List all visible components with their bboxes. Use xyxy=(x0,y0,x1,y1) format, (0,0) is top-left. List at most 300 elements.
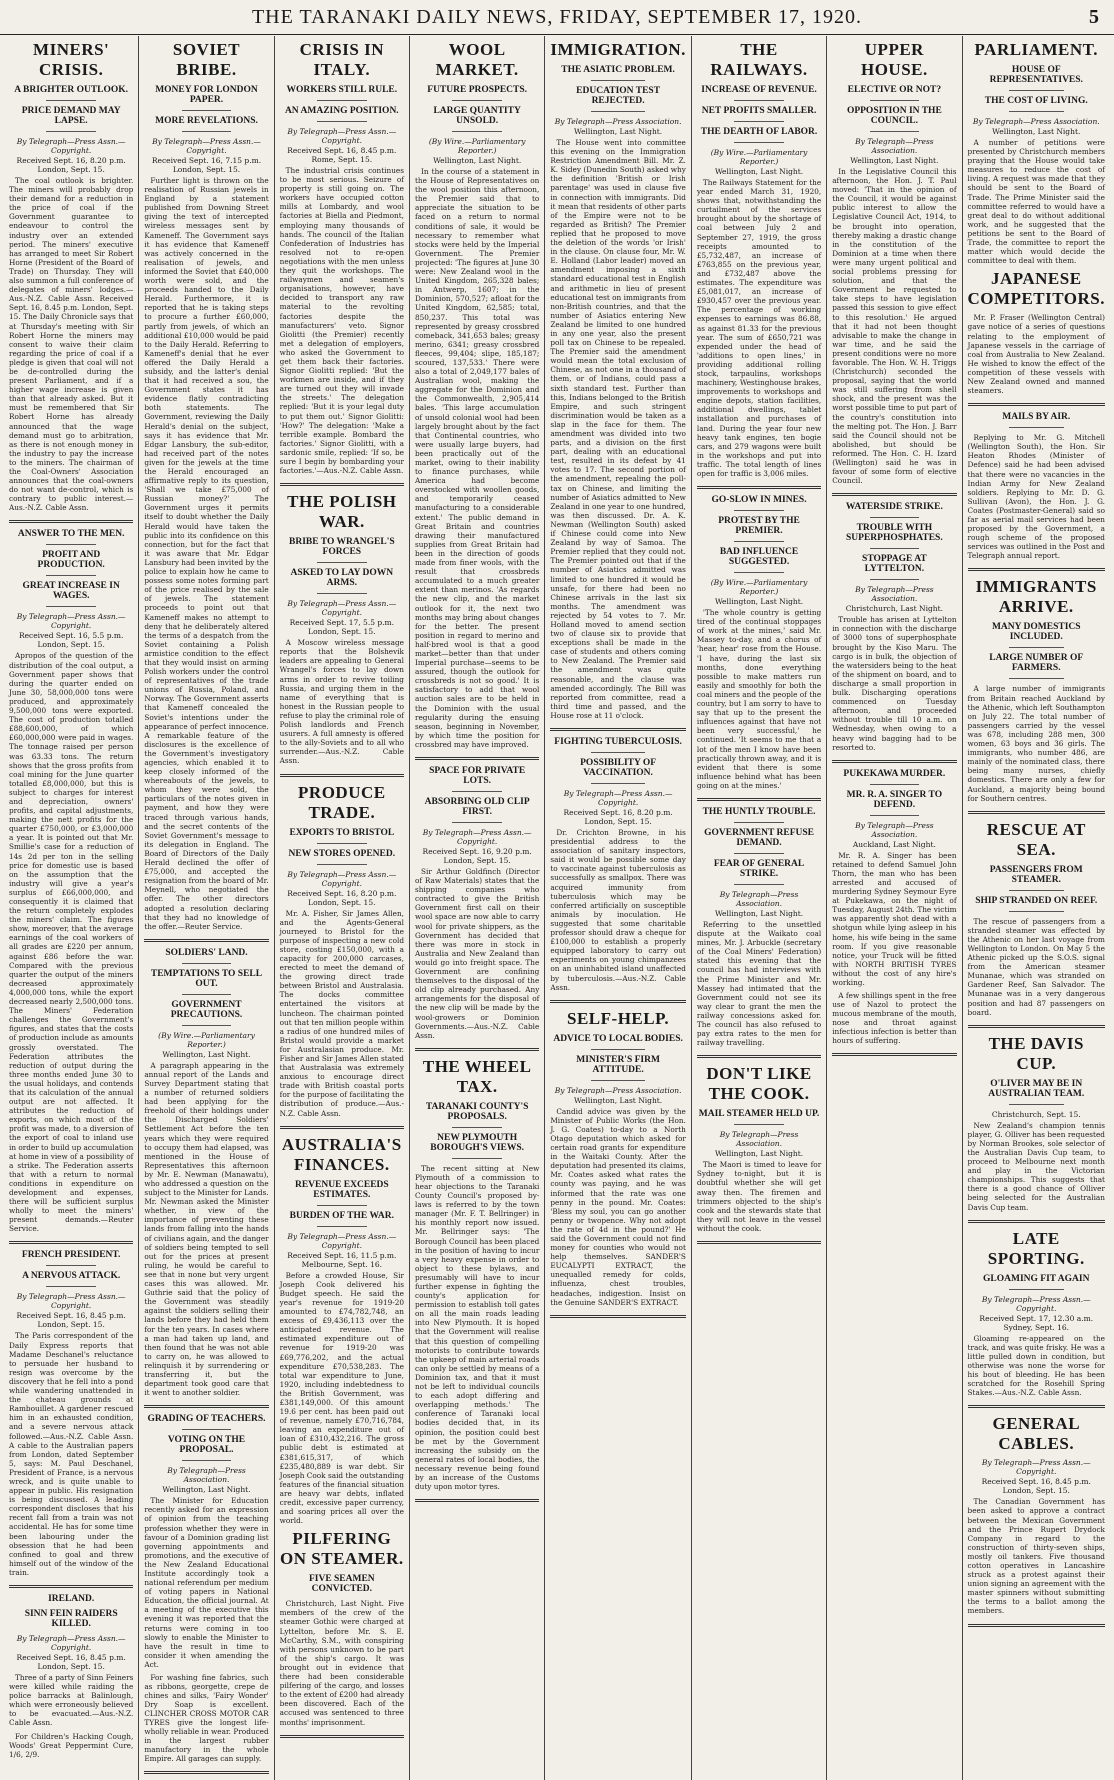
article-dateline: Received Sept. 16, 8.45 p.m. London, Sept. 15. xyxy=(16,1653,126,1671)
article xyxy=(832,40,956,485)
rule-divider xyxy=(46,544,96,545)
article-subheading: MONEY FOR LONDON PAPER. xyxy=(155,85,258,105)
article-body: The House went into committee this evening on the Immigration Restriction Amendment Bill. Mr. Z. K. Sidey (Dunedin South) asked why the definition 'British or Irish parentage' was used in clause five in connection with immigrants. Did it mean that residents of other parts of the Empire were not to be regarded as British? The Premier replied that he proposed to move the deletion of the words 'or Irish' in the clause. On clause four, Mr. W. E. Holland (Labor leader) moved an amendment imposing a sixth standard educational test in English and arithmetic in lieu of present educational test on immigrants from non-British countries, and that the number of Asiatics entering New Zealand be limited to one hundred in any one year, also the present poll tax on Chinese to be repealed. The Premier said the amendment would mean the total exclusion of Chinese, as not one in a thousand of them, or of Indians, could pass a sixth standard test. Further than this, Indians belonged to the British Empire, and such stringent discrimination would be taken as a slap in the face for them. The amendment was divided into two parts, and a division on the first part, dealing with an educational test, resulted in its defeat by 41 votes to 17. The second portion of the amendment, repealing the poll-tax on Chinese, and limiting the number of Asiatics admitted to New Zealand in one year to one hundred, was then discussed. Dr. A. K. Newman (Wellington South) asked if Chinese could come into New Zealand by way of Samoa. The Premier replied that they could not. The Premier pointed out that if the number of Asiatics admitted was limited to one hundred it would be unsafe, for there had been no Chinese arrivals in the last six months. The amendment was rejected by 54 votes to 7. Mr. Holland moved to amend section two of clause six to provide that exceptions shall be made in the case of students and others coming to New Zealand. The Premier said the amendment was quite reasonable, and the clause was amended accordingly. The Bill was reported from committee, read a third time and passed, and the House rose at 11 o'clock. xyxy=(550,138,686,720)
article xyxy=(415,1057,539,1491)
article-dateline: Wellington, Last Night. xyxy=(162,1049,251,1059)
article-subheading: FRENCH PRESIDENT. xyxy=(21,1250,121,1261)
article-byline: By Telegraph—Press Assn.—Copyright. xyxy=(287,869,397,888)
article xyxy=(415,40,539,749)
article-subheading: FIVE SEAMEN CONVICTED. xyxy=(308,1574,375,1595)
section-divider xyxy=(968,568,1105,571)
article-headline: WOOL MARKET. xyxy=(435,40,519,79)
section-divider xyxy=(280,1735,404,1738)
article-dateline: Wellington, Last Night. xyxy=(714,908,804,918)
article xyxy=(832,769,956,1045)
article-subheading: EDUCATION TEST REJECTED. xyxy=(576,86,661,106)
article-byline: By Telegraph—Press Association. xyxy=(167,1466,246,1485)
article-subheading: TARANAKI COUNTY'S PROPOSALS. xyxy=(425,1101,529,1122)
article-headline: JAPANESE COMPETITORS. xyxy=(967,269,1105,309)
article-body: Christchurch, Last Night. Five members of the crew of the steamer Gothic were charged at Lyttelton, before Mr. S. E. McCarthy, S.M., with conspiring with persons unknown to be part of the ship's cargo. It was brought out in evidence that there had been considerable pilfering of the cargo, and losses to the extent of £200 had already been discovered. Each of the accused was sentenced to three months' imprisonment. xyxy=(279,1599,404,1727)
article xyxy=(968,40,1105,395)
article-dateline: Wellington, Last Night. xyxy=(992,127,1081,136)
article-dateline: Received Sept. 16, 5.5 p.m. London, Sept. 15. xyxy=(18,631,124,650)
article-headline: RESCUE AT SEA. xyxy=(986,819,1086,859)
article-subheading: MR. R. A. SINGER TO DEFEND. xyxy=(846,789,943,810)
section-divider xyxy=(9,1241,133,1244)
rule-divider xyxy=(46,1286,96,1287)
rule-divider xyxy=(452,822,502,823)
article-subheading: SOLDIERS' LAND. xyxy=(165,947,248,958)
article-body: 'The whole country is getting tired of the continual stoppages of work at the mines,' said Mr. Massey to-day, and a chorus of 'hear, hear' rose from the House. 'I have, during the last six months, done everything possible to make matters run easily and smoothly for both the coal miners and the people of the country, but I am sorry to have to say that up to the present the influences against that have not been very successful,' he continued. 'It seems to me that a lot of the men I know have been practically thrown away, and it is evident that there is some influence behind what has been going on at the mines.' xyxy=(696,608,822,790)
article-headline: THE WHEEL TAX. xyxy=(422,1056,532,1096)
article-body: A Moscow wireless message reports that the Bolshevik leaders are appealing to General Wrangel's forces to lay down arms in order to revive toiling Russia, and urging them in the name of everything that is honest in the Russian people to refuse to play the criminal role of Polish landlords and French usurers. A full amnesty is offered to the ally-Soviets and to all who surrender.—Aus.-N.Z. Cable Assn. xyxy=(279,638,404,766)
article-dateline: Wellington, Last Night. xyxy=(574,127,663,136)
article-byline: By Telegraph—Press Association. xyxy=(855,137,934,155)
rule-divider xyxy=(870,815,920,816)
rule-divider xyxy=(870,517,920,518)
article-byline: (By Wire.—Parliamentary Reporter.) xyxy=(158,1030,255,1049)
rule-divider xyxy=(591,1049,645,1050)
rule-divider xyxy=(734,142,784,143)
article-body: The recent sitting at New Plymouth of a commission to hear objections to the Taranaki County Council's proposed by-laws is referred to by the town manager (Mr. F. T. Bellringer) in his monthly report now issued. Mr. Bellringer says: 'The Borough Council has been placed in the position of having to incur a very heavy expense in order to object to these bylaws, and presumably will have to incur further expense in fighting the county's application for permission to establish toll gates on all the main roads leading into New Plymouth. It is hoped that the Government will realise that this question of compelling motorists to contribute towards the upkeep of main arterial roads can only be settled by means of a Dominion tax, and that it must not be left to individual councils to each adopt differing and overlapping methods.' The conference of Taranaki local bodies decided that, in its opinion, the position could best be met by the Government increasing the subsidy on the general rates of local bodies, the necessary revenue being found by an increase of the Customs duty upon motor tyres. xyxy=(414,1163,540,1492)
section-divider xyxy=(280,483,404,486)
section-divider xyxy=(550,1000,686,1003)
section-divider xyxy=(9,1585,133,1588)
article-dateline: Received Sept. 16, 8.45 p.m. Rome, Sept. 15. xyxy=(287,146,397,164)
rule-divider xyxy=(317,562,367,563)
article-byline: By Telegraph—Press Association. xyxy=(554,117,682,126)
article-headline: PARLIAMENT. xyxy=(974,40,1098,59)
article xyxy=(9,1594,133,1759)
article-headline: GENERAL CABLES. xyxy=(992,1414,1081,1454)
article-byline: (By Wire.—Parliamentary Reporter.) xyxy=(710,148,808,166)
section-divider xyxy=(415,1499,539,1502)
article-dateline: Received Sept. 16, 8.45 p.m. London, Sept. 15. xyxy=(16,1311,126,1330)
article xyxy=(697,807,821,1047)
article-body: Replying to Mr. G. Mitchell (Wellington South), the Hon. Sir Heaton Rhodes (Minister of Defence) said he had been advised that there were no vacancies in the Indian Army for New Zealand soldiers. Replying to Mr. D. G. Sullivan (Avon), the Hon. J. G. Coates (Postmaster-General) said so far as aerial mail services had been proposed by the Government, a rough scheme of the proposed services was outlined in the Post and Telegraph annual report. xyxy=(967,433,1105,561)
rule-divider xyxy=(452,1127,502,1128)
article-subheading: PUKEKAWA MURDER. xyxy=(843,768,946,779)
article-headline: PRODUCE TRADE. xyxy=(298,782,386,822)
article-byline: By Telegraph—Press Assn.—Copyright. xyxy=(16,1292,126,1311)
section-divider xyxy=(968,1405,1105,1408)
article xyxy=(415,766,539,1040)
article-dateline: Wellington, Last Night. xyxy=(714,167,804,176)
article-body: Three of a party of Sinn Feiners were killed while raiding the police barracks at Balinlough, which were erroneously believed to be evacuated.—Aus.-N.Z. Cable Assn. xyxy=(9,1673,134,1728)
article xyxy=(144,948,268,1397)
section-divider xyxy=(697,1055,821,1058)
article xyxy=(280,40,404,475)
article-body: The Paris correspondent of the Daily Express reports that Madame Deschanel's reluctance to persuade her husband to resign was overcome by the discovery that he fell into a pond while wandering unattended in the chateau grounds at Rambouillet. A gardener rescued him in an exhausted condition, and a severe nervous attack followed.—Aus.-N.Z. Cable Assn. A cable to the Australian papers from London, dated September 5, says: M. Paul Deschanel, President of France, is a nervous wreck, and is quite unable to appear in public. His resignation is being discussed. A leading correspondent discloses that his recent fall from a train was not accidental. He has for some time been labouring under the obsession that he had been confined to goal and threw himself out of the window of the train. xyxy=(9,1331,134,1577)
advertisement: For washing fine fabrics, such as ribbons, georgette, crepe de chines and silks, 'Fairy Wonder' Dry Soap is excellent. CLINCHER CROSS MOTOR CAR TYRES give the longest life-wholly reliable in wear. Produced in the largest rubber manufactory in the whole Empire. All garages can supply. xyxy=(144,1673,269,1764)
rule-divider xyxy=(591,783,645,784)
article-body: A large number of immigrants from Britain reached Auckland by the Athenic, which left Southampton on July 22. The total number of passengers carried by the vessel was 678, including 288 men, 300 women, 63 boys and 36 girls. The immigrants, who number 486, are mainly of the nominated class, there being many nurses, chiefly domestics. There are only a few for Auckland, a majority being bound for Southern centres. xyxy=(967,684,1105,803)
rule-divider xyxy=(452,1158,502,1159)
advertisement: For Children's Hacking Cough, Woods' Great Peppermint Cure, 1/6, 2/9. xyxy=(9,1731,134,1759)
article xyxy=(832,502,956,751)
article xyxy=(968,412,1105,560)
rule-divider xyxy=(1009,90,1064,91)
article-dateline: Christchurch, Last Night. xyxy=(845,604,944,614)
section-divider xyxy=(415,1048,539,1051)
article-body: Trouble has arisen at Lyttelton in connection with the discharge of 3000 tons of superphosphate brought by the Kiso Maru. The cargo is in bulk, the objection of the watersiders being to the heat of the shipment on board, and to discharge a small proportion in bulk. Discharging operations commenced on Tuesday afternoon, and proceeded without trouble till 10 a.m. on Wednesday, when owing to a heavy wind bagging had to be resorted to. xyxy=(832,615,957,752)
article-headline: DON'T LIKE THE COOK. xyxy=(706,1064,812,1104)
article-subheading: REVENUE EXCEEDS ESTIMATES. xyxy=(294,1179,389,1200)
section-divider xyxy=(144,939,268,942)
article-subheading: MINISTER'S FIRM ATTITUDE. xyxy=(576,1054,660,1075)
article-byline: By Telegraph—Press Assn.—Copyright. xyxy=(16,612,126,631)
column-2 xyxy=(139,36,274,1780)
article-byline: By Telegraph—Press Assn.—Copyright. xyxy=(16,137,126,155)
article xyxy=(9,1250,133,1577)
article-headline: SOVIET BRIBE. xyxy=(172,40,241,79)
article-body: Dr. Crichton Browne, in his presidential address to the association of sanitary inspectors, said it would be possible some day to vaccinate against tuberculosis as successfully as smallpox. There was acquired immunity from tuberculosis which may be conferred artificially on susceptible animals by inoculation. He suggested that some charitable professor should draw a cheque for £100,000 to establish a properly equipped laboratory to carry out experiments on young chimpanzees on an uninhabited island unaffected by tuberculosis.—Aus.-N.Z. Cable Assn. xyxy=(550,828,686,992)
article-subheading: TEMPTATIONS TO SELL OUT. xyxy=(150,968,263,989)
article-subheading: BAD INFLUENCE SUGGESTED. xyxy=(719,547,799,568)
article-dateline: Wellington, Last Night. xyxy=(162,1485,251,1495)
rule-divider xyxy=(870,579,920,580)
section-divider xyxy=(280,774,404,777)
rule-divider xyxy=(1009,911,1064,912)
article-subheading: WORKERS STILL RULE. xyxy=(286,85,398,95)
article xyxy=(968,1414,1105,1615)
article-body: A paragraph appearing in the annual report of the Lands and Survey Department stating that a number of returned soldiers had been applying for the freehold of their holdings under the Discharged Soldiers' Settlement Act before the ten years which they were required to occupy them had elapsed, was mentioned in the House of Representatives this afternoon by Mr. E. Newman (Manawatu), who addressed a question on the subject to the Minister for Lands. Mr. Newman asked the Minister whether, in view of the importance of preventing these lands from falling into the hands of civilians again, and the danger of soldiers being tempted to sell out for the prices at present ruling, he would be careful to see that in none but very urgent cases this was allowed. Mr. Guthrie said that the policy of the Government was steadily against the soldiers selling their lands before they had held them for the ten years. In cases where a man had taken up land, and then found that he was not able to carry on, he was allowed to relinquish it by surrendering or transferring it, but the department took good care that it went to another soldier. xyxy=(144,1060,269,1398)
rule-divider xyxy=(452,100,502,101)
section-divider xyxy=(280,1126,404,1129)
article-headline: PILFERING ON STEAMER. xyxy=(280,1529,404,1569)
article-subheading: THE ASIATIC PROBLEM. xyxy=(561,65,675,75)
section-divider xyxy=(832,493,956,496)
article-body: Mr. A. Fisher, Sir James Allen, and the Agents-General journeyed to Bristol for the purpose of inspecting a new cold store, costing £150,000, with a capacity for 200,000 carcases, erected to meet the demand of the growing direct trade between Bristol and Australasia. The docks committee entertained the visitors at luncheon. The chairman pointed out that ten million people within a radius of one hundred miles of Bristol would provide a market for Australasian produce. Mr. Fisher and Sir James Allen stated that Australasia was extremely anxious to encourage direct trade with British coastal ports for the purpose of facilitating the distribution of produce.—Aus.-N.Z. Cable Assn. xyxy=(279,908,404,1118)
section-divider xyxy=(968,1624,1105,1627)
article xyxy=(550,40,686,720)
section-divider xyxy=(550,1315,686,1318)
rule-divider xyxy=(182,963,232,964)
rule-divider xyxy=(591,1080,645,1081)
article xyxy=(697,495,821,790)
rule-divider xyxy=(870,131,920,132)
article-subheading: GREAT INCREASE IN WAGES. xyxy=(22,581,120,602)
article-subheading: A BRIGHTER OUTLOOK. xyxy=(14,85,129,95)
rule-divider xyxy=(182,1460,232,1461)
column-8 xyxy=(963,36,1110,1780)
rule-divider xyxy=(46,131,96,132)
rule-divider xyxy=(734,541,784,542)
columns-container xyxy=(4,36,1110,1764)
article-dateline: Received Sept. 16, 11.5 p.m. Melbourne, Sept. 16. xyxy=(287,1250,397,1269)
article-body: Mr. R. A. Singer has been retained to defend Samuel John Thorn, the man who has been arrested and accused of murdering Sydney Seymour Eyre at Pukekawa, on the night of Tuesday, August 24th. The victim was apparently shot dead with a shotgun while lying asleep in his home, his wife being in the same room. If you give reasonable notice, your Truck will be fitted with NORTH BRITISH TYRES without the cost of any hire's working. xyxy=(832,850,957,987)
section-divider xyxy=(968,403,1105,406)
column-7 xyxy=(827,36,962,1780)
article-headline: UPPER HOUSE. xyxy=(860,40,928,79)
section-divider xyxy=(144,1405,268,1408)
article-byline: By Telegraph—Press Assn.—Copyright. xyxy=(563,789,673,807)
article-subheading: TROUBLE WITH SUPERPHOSPHATES. xyxy=(846,523,943,544)
article-byline: By Telegraph—Press Assn.—Copyright. xyxy=(16,1634,126,1652)
section-divider xyxy=(968,1220,1105,1223)
article-body: The rescue of passengers from a stranded steamer was effected by the Athenic on her last voyage from Wellington to London. On May 5 the Athenic picked up the S.O.S. signal from the American steamer Munanae, which was stranded on Gardener Reef, San Salvador. The Munanae was in a very dangerous position and had 87 passengers on board. xyxy=(967,916,1105,1017)
article-dateline: Wellington, Last Night. xyxy=(714,1149,804,1159)
article-subheading: ASKED TO LAY DOWN ARMS. xyxy=(290,568,394,589)
article-dateline: Received Sept. 16, 8.45 p.m. London, Sept. 15. xyxy=(981,1477,1091,1496)
article xyxy=(280,1135,404,1727)
rule-divider xyxy=(1009,678,1064,679)
article-subheading: ELECTIVE OR NOT? xyxy=(847,85,942,95)
article-dateline: Received Sept. 16, 9.20 p.m. London, Sept. 15. xyxy=(422,847,532,865)
rule-divider xyxy=(734,100,784,101)
rule-divider xyxy=(182,994,232,995)
rule-divider xyxy=(734,822,784,823)
rule-divider xyxy=(870,548,920,549)
article-body: The Railways Statement for the year ended March 31, 1920, shows that, notwithstanding the curtailment of the services brought about by the shortage of coal between July 2 and September 27, 1919, the gross receipts amounted to £5,732,487, an increase of £763,855 on the previous year, and £732,487 above the estimates. The expenditure was £5,081,017, an increase of £930,457 over the previous year. The percentage of working expenses to earnings was 86.88, as against 81.33 for the previous year. The sum of £650,721 was expended under the head of 'additions to open lines,' in providing additional rolling stock, tarpaulins, workshops machinery, Westinghouse brakes, improvements to workshops and engine depots, station facilities, additional dwellings, tablet installation and purchases of land. During the year four new heavy tank engines, ten bogie cars, and 279 wagons were built in the workshops and put into traffic. The total length of lines open for traffic is 3,006 miles. xyxy=(696,178,822,478)
article-dateline: Received Sept. 16, 7.15 p.m. London, Sept. 15. xyxy=(151,156,262,174)
article-headline: LATE SPORTING. xyxy=(987,1228,1085,1268)
rule-divider xyxy=(317,843,367,844)
article-subheading: AN AMAZING POSITION. xyxy=(284,106,399,116)
article-body: Candid advice was given by the Minister of Public Works (the Hon. J. G. Coates) to-day to a North Otago deputation which asked for certain road grants for expenditure in the Waitaki County. After the deputation had presented its claims, Mr. Coates asked what rates the county was paying, and he was informed that the rate was one penny in the pound. Mr. Coates: 'Bless my soul, you can go another penny or twopence. Why not adopt the rate of 4d in the pound?' He said the Government could not find money for counties who would not help themselves. SANDER'S EUCALYPTI EXTRACT, the unequalled remedy for colds, influenza, chest troubles, headaches, indigestion. Insist on the Genuine SANDER'S EXTRACT. xyxy=(550,1106,686,1307)
rule-divider xyxy=(1009,1289,1064,1290)
article-subheading: VOTING ON THE PROPOSAL. xyxy=(167,1435,246,1456)
rule-divider xyxy=(734,572,784,573)
article xyxy=(697,1064,821,1233)
article-byline: By Telegraph—Press Assn.—Copyright. xyxy=(422,828,532,846)
article-headline: AUSTRALIA'S FINANCES. xyxy=(281,1134,402,1174)
article-headline: MINERS' CRISIS. xyxy=(33,40,110,79)
article-headline: THE POLISH WAR. xyxy=(287,492,397,532)
article-subheading: STOPPAGE AT LYTTELTON. xyxy=(862,554,927,575)
article-body: New Zealand's champion tennis player, G. Olliver has been requested by Norman Brookes, sole selector of the Australian Davis Cup team, to proceed to Melbourne next month and play in the Victorian championships. This suggests that there is a good chance of Olliver being selected for the Australian Davis Cup team. xyxy=(967,1120,1105,1212)
section-divider xyxy=(144,1771,268,1774)
article xyxy=(968,1229,1105,1398)
rule-divider xyxy=(452,791,502,792)
rule-divider xyxy=(46,100,96,101)
rule-divider xyxy=(1009,890,1064,891)
section-divider xyxy=(697,798,821,801)
article-subheading: SINN FEIN RAIDERS KILLED. xyxy=(24,1609,118,1629)
rule-divider xyxy=(1009,427,1064,428)
section-divider xyxy=(9,520,133,523)
article xyxy=(968,820,1105,1017)
rule-divider xyxy=(317,121,367,122)
article-subheading: PRICE DEMAND MAY LAPSE. xyxy=(21,106,121,126)
article-dateline: Wellington, Last Night. xyxy=(433,156,522,165)
rule-divider xyxy=(1009,1104,1064,1105)
rule-divider xyxy=(870,100,920,101)
column-6 xyxy=(692,36,827,1780)
article-subheading: GRADING OF TEACHERS. xyxy=(147,1414,266,1425)
rule-divider xyxy=(591,752,645,753)
article xyxy=(280,783,404,1118)
article-subheading: INCREASE OF REVENUE. xyxy=(701,85,817,95)
rule-divider xyxy=(1009,111,1064,112)
article-headline: THE DAVIS CUP. xyxy=(988,1033,1084,1073)
article-subheading: A NERVOUS ATTACK. xyxy=(22,1271,121,1282)
rule-divider xyxy=(46,606,96,607)
article-byline: By Telegraph—Press Assn.—Copyright. xyxy=(981,1458,1091,1477)
article-subheading: PROTEST BY THE PREMIER. xyxy=(718,516,800,537)
article-byline: By Telegraph—Press Association. xyxy=(554,1085,682,1095)
article-subheading: MAIL STEAMER HELD UP. xyxy=(698,1109,820,1120)
article-subheading: LARGE QUANTITY UNSOLD. xyxy=(433,106,521,126)
article-headline: IMMIGRATION. xyxy=(550,40,686,59)
rule-divider xyxy=(591,111,645,112)
article-subheading: PASSENGERS FROM STEAMER. xyxy=(989,864,1083,885)
article xyxy=(9,40,133,512)
article-byline: (By Wire.—Parliamentary Reporter.) xyxy=(710,578,808,597)
article-subheading: NEW PLYMOUTH BOROUGH'S VIEWS. xyxy=(430,1132,525,1153)
article-byline: By Telegraph—Press Assn.—Copyright. xyxy=(152,137,261,155)
article-byline: By Telegraph—Press Assn.—Copyright. xyxy=(287,599,397,618)
article-dateline: Wellington, Last Night. xyxy=(714,597,804,607)
article-dateline: Wellington, Last Night. xyxy=(850,156,939,165)
article-subheading: THE DEARTH OF LABOR. xyxy=(700,127,818,137)
article-subheading: FEAR OF GENERAL STRIKE. xyxy=(713,858,805,879)
article-body: The Canadian Government has been asked to approve a contract between the Mexican Government and the Prince Rupert Drydock Company in regard to the construction of thirty-seven ships, mostly oil tankers. Five thousand cotton operatives in Lancashire struck as a protest against their union signing an agreement with the master spinners without submitting the terms to a ballot among the members. xyxy=(967,1497,1105,1616)
article-body: A number of petitions were presented by Christchurch members praying that the House would take measures to reduce the cost of living. A request was made that they should be sent to the Board of Trade. The Prime Minister said the committee referred to would have a great deal to do without additional work, and he suggested that the petitions be sent to the Board of Trade, the committee to report the matter which would decide the committee to deal with them. xyxy=(967,138,1105,266)
article-subheading: NEW STORES OPENED. xyxy=(288,848,396,859)
article-dateline: Received Sept. 16, 8.20 p.m. London, Sept. 15. xyxy=(563,808,673,826)
article-body: Before a crowded House, Sir Joseph Cook delivered his Budget speech. He said the year's revenue for 1919-20 amounted to £74,782,748, an excess of £9,436,113 over the anticipated revenue. The estimated expenditure out of revenue for 1919-20 was £69,776,202, and the actual expenditure £70,538,283. The total war expenditure to June, 1920, including indebtedness to the British Government, was £381,149,000. Of this amount 19.6 per cent. has been paid out of revenue, namely £70,716,784, leaving an expenditure out of loan of £310,432,216. The gross public debt is estimated at £381,615,317, of which £235,480,889 is war debt. Sir Joseph Cook said the outstanding features of the financial situation are heavy war debts, inflated credit, excessive paper currency, and soaring prices all over the world. xyxy=(279,1270,404,1526)
article-subheading: ABSORBING OLD CLIP FIRST. xyxy=(424,797,530,817)
rule-divider xyxy=(46,575,96,576)
article-subheading: IRELAND. xyxy=(48,1594,95,1604)
article-body: Referring to the unsettled dispute at the Waikato coal mines, Mr. J. Arbuckle (secretary of the Coal Miners' Federation) stated this evening that the council has had interviews with the Prime Minister and Mr. Massey had intimated that the Government could not see its way clear to grant the men the railway concessions asked for. The council has also refused to pay extra rates to the men for railway travelling. xyxy=(696,919,822,1048)
article xyxy=(968,577,1105,802)
article-headline: SELF-HELP. xyxy=(567,1008,670,1028)
rule-divider xyxy=(734,121,784,122)
article-subheading: FIGHTING TUBERCULOSIS. xyxy=(554,737,682,747)
article-body: Further light is thrown on the realisation of Russian jewels in England by a statement published from Downing Street giving the text of intercepted wireless messages sent by Kameneff. The Government says it has evidence that Kameneff was actively concerned in the realisation of jewels, and informed the Soviet that £40,000 worth were sold, and the proceeds handed to the Daily Herald. Furthermore, it is reported that he is taking steps to procure a further £60,000, partly from jewels, of which an additional £10,000 would be paid to the Daily Herald. Referring to Kameneff's denial that he ever offered the Daily Herald a subsidy, and the latter's denial that it had received a sou, the Government states it has evidence flatly contradicting both statements. The Government, reviewing the Daily Herald's denial on the subject, says it has evidence that Mr. Edgar Lansbury, the sub-editor, had received part of the notes given for the jewels at the time the Herald encouraged an affirmative reply to its question, 'Shall we take £75,000 of Russian money?' The Government urges it permits itself to doubt whether the Daily Herald would have taken the public into its confidence on this connection, but for the fact that it was aware that Mr. Edgar Lansbury had been invited by the police to explain how he came to possess some notes forming part of the price realised by the sale of jewels. The statement proceeds to point out that Kameneff makes no attempt to deny that he deliberately altered the terms of a despatch from the Soviet containing a Polish armistice condition to the effect that they would insist on arming Polish workers under the control of representatives of the trade unions of Russia, Poland, and Norway. The Government asserts that Kameneff concealed the Soviet's intentions under the appearance of perfect innocence. A remarkable feature of the disclosures is the excellence of the Government's investigatory agencies, which enabled it to keep closely informed of the whereabouts of the jewels, to whom they were sold, the particulars of the notes given in payment, and how they were traced through various hands, and the secret contents of the Soviet Government's message to its delegation in England. The Board of Directors of the Daily Herald declined the offer of £75,000, and accepted the resignation from the board of Mr. Meynell, who negotiated the offer. The other directors adopted a resolution declaring that they had no knowledge of the offer.—Reuter Service. xyxy=(144,176,269,931)
advertisement: A few shillings spent in the free use of Nazol to protect the mucous membrane of the mouth, nose and throat against infectious infection is better than hours of suffering. xyxy=(832,991,957,1046)
rule-divider xyxy=(46,1265,96,1266)
article-subheading: POSSIBILITY OF VACCINATION. xyxy=(580,758,657,778)
article-subheading: PROFIT AND PRODUCTION. xyxy=(37,550,105,571)
article-body: Apropos of the question of the distribution of the coal output, a Government paper shows that during the quarter ended on June 30, 58,000,000 tons were produced, and approximately 9,500,000 tons were exported. The cost of production totalled £88,600,000, of which £60,000,000 were paid in wages. The tonnage raised per person was 63.33 tons. The return shows that the gross profits from coal mining for the June quarter totalled £8,000,000, but this is subject to charges for interest and depreciation, owners' profits, and capital adjustments, making the nett profits for the quarter £750,000, or £3,000,000 a year. It is pointed out that Mr. Smillie's case for a reduction of 14s 2d per ton in the selling price for domestic use is based on the assumption that the industry will give a year's surplus of £66,000,000, and consequently it is claimed that the return completely explodes the miners' claim. The figures show, moreover, that the average earnings of the coal workers of all grades are £220 per annum, against £86 before the war. Compared with the previous quarter the output of the miners decreased approximately 4,000,000 tons, while the export decreased nearly 2,500,000 tons. The Miners' Federation challenges the Government's figures, and states that the costs of production include as amounts grossly overstated. The Federation attributes the reduction of output during the three months ended June 30 to the usual holidays, and contends that its calculation of the annual output are not affected. It attributes the reduction of exports, on which most of the profit was made, to a diversion of the export of coal to inland use in order to build up accumulation at home in view of a possibility of a strike. The Federation asserts that with a return to normal conditions in expenditure on development and expenses, there will be sufficient surplus wholly to meet the miners' present demands.—Reuter Service. xyxy=(9,651,134,1234)
rule-divider xyxy=(317,593,367,594)
article-subheading: GOVERNMENT REFUSE DEMAND. xyxy=(704,827,814,848)
article-dateline: Auckland, Last Night. xyxy=(852,839,936,849)
section-divider xyxy=(550,728,686,731)
article-subheading: SPACE FOR PRIVATE LOTS. xyxy=(429,766,526,786)
column-1 xyxy=(4,36,139,1780)
rule-divider xyxy=(317,100,367,101)
article-subheading: BURDEN OF THE WAR. xyxy=(289,1210,394,1221)
section-divider xyxy=(832,1053,956,1056)
rule-divider xyxy=(870,784,920,785)
rule-divider xyxy=(591,80,645,81)
article-body: In the Legislative Council this afternoon, the Hon. J. T. Paul moved: 'That in the opinion of the Council, it would be against public interest to allow the Legislative Council Act, 1914, to be brought into operation, thereby making a drastic change in the constitution of the Dominion at a time when there were many urgent political and social problems pressing for solution, and that the Government be requested to take steps to have legislation passed this session to give effect to this resolution.' He argued that it had not been thought advisable to make the change in war time, and he said the present conditions were no more favorable. The Hon. W. H. Triggs (Christchurch) seconded the proposal, saying that the world was still suffering from shell shock, and the present was the worst possible time to put part of the country's constitution into the melting pot. The Hon. J. Barr said the Council should not be abolished, but should be reformed. The Hon. C. H. Izard (Wellington) said he was in favour of some form of elective Council. xyxy=(832,167,957,486)
article-byline: By Telegraph—Press Association. xyxy=(972,117,1100,126)
article-body: Sir Arthur Goldfinch (Director of Raw Materials) states that the shipping companies who contracted to give the British Government first call on their wool space are now able to carry wool for private shippers, as the Government has decided that there was more in stock in Australia and New Zealand than would go into freight space. The Government are confining themselves to the disposal of the old clip already purchased. Any arrangements for the disposal of the new clip will be made by the wool-growers or Dominion Governments.—Aus.-N.Z. Cable Assn. xyxy=(414,867,540,1040)
section-divider xyxy=(697,486,821,489)
article-body: The Minister for Education recently asked for an expression of opinion from the teaching profession whether they were in favour of a Dominion grading list governing appointments and promotions, and the executive of the New Zealand Educational Institute accordingly took a national referendum per medium of voting papers in National Education, the official journal. At a meeting of the executive this evening it was reported that the returns were coming in too slowly to enable the Minister to have the result in time to consider it when amending the Act. xyxy=(144,1496,269,1669)
article-subheading: EXPORTS TO BRISTOL xyxy=(289,827,395,838)
article-dateline: Received Sept. 17, 5.5 p.m. London, Sept. 15. xyxy=(289,618,395,637)
column-3 xyxy=(275,36,410,1780)
article-body: The Maori is timed to leave for Sydney to-night, but it is doubtful whether she will get away then. The firemen and trimmers objected to the ship's cook and the stewards state that they will not leave in the vessel without the cook. xyxy=(696,1160,822,1233)
article-subheading: GOVERNMENT PRECAUTIONS. xyxy=(170,999,243,1020)
article-subheading: OPPOSITION IN THE COUNCIL. xyxy=(846,106,942,126)
article-dateline: Received Sept. 16, 8.20 p.m. London, Sept. 15. xyxy=(16,156,126,174)
article-headline: THE RAILWAYS. xyxy=(710,40,808,79)
article-subheading: WATERSIDE STRIKE. xyxy=(845,502,943,513)
article-subheading: MANY DOMESTICS INCLUDED. xyxy=(991,622,1081,643)
article-subheading: FUTURE PROSPECTS. xyxy=(427,85,528,95)
article-body: The coal outlook is brighter. The miners will probably drop their demand for a reduction in the price of coal if the Government guarantee to endeavour to control the industry over an extended period. The miners' executive has arranged to meet Sir Robert Horne (President of the Board of Trade) on Thursday. They will also summon a full conference of delegates of miners' lodges.—Aus.-N.Z. Cable Assn. Received Sept. 16, 8.45 p.m. London, Sept. 15. The Daily Chronicle says that at Thursday's meeting with Sir Robert Horne the miners may consent to waive their claim regarding the price of coal if a pledge is given that coal will not be de-controlled during the present Parliament, and if a higher wage increase is given than that already asked. But it must be remembered that Sir Robert Horne has already announced that the wage demand must go to arbitration, as there is not enough money in the industry to pay the increase to the miners. The chairman of the Coal-Owners' Association announces that the coal-owners do not want de-control, which is contrary to public interest.—Aus.-N.Z. Cable Assn. xyxy=(9,176,134,513)
rule-divider xyxy=(317,864,367,865)
article-body: In the course of a statement in the House of Representatives on the wool position this afternoon, the Premier said that to appreciate the situation to be faced on a return to normal conditions of sale, it would be necessary to remember what stocks were held by the Imperial Government. The Premier projected: 'The figures at June 30 were: New Zealand wool in the United Kingdom, 265,328 bales; in Antwerp, 1607; in the Dominion, 570,527; afloat for the United Kingdom, 62,585; total, 850,237. This total was represented by greasy crossbred comeback, 341,653 bales; greasy merino, 6341; greasy crossbred fleeces, 99,404; slipe, 185,187; scoured, 137,533.' There were also a total of 2,049,177 bales of Australian wool, making the aggregate for the Dominion and the Commonwealth, 2,905,414 bales. 'This large accumulation of unsold colonial wool had been largely brought about by the fact that Continental countries, who were usually large buyers, had been practically out of the market, owing to their inability to finance purchases, while America had become overstocked with woollen goods, and temporarily ceased manufacturing to a considerable extent.' The public demand in Great Britain and countries drawing their manufactured supplies from Great Britain had been in the direction of goods made from finer wools, with the result that crossbreds accumulated to a much greater extent than merinos. 'As regards the new clip, and the market outlook for it, the next two months may bring about changes for the better. The present position in regard to merino and half-bred wool is that a good market—better than that under Imperial purchase—seems to be assured, though the outlook for crossbreds is not so good.' It is satisfactory to add that wool auction sales are to be held in the Dominion with the usual regularity during the ensuing season, beginning in November, by which time the position for crossbred may have improved. xyxy=(414,167,540,749)
article-dateline: Wellington, Last Night. xyxy=(574,1095,663,1105)
article-subheading: O'LIVER MAY BE IN AUSTRALIAN TEAM. xyxy=(988,1078,1085,1099)
article-subheading: GLOAMING FIT AGAIN xyxy=(983,1273,1090,1284)
article xyxy=(9,529,133,1233)
rule-divider xyxy=(317,1226,367,1227)
column-4 xyxy=(410,36,545,1780)
article xyxy=(144,40,268,931)
rule-divider xyxy=(734,884,784,885)
rule-divider xyxy=(182,1025,232,1026)
section-divider xyxy=(968,1025,1105,1028)
article-byline: By Telegraph—Press Association. xyxy=(719,1130,799,1149)
page-number: 5 xyxy=(1089,6,1100,28)
article-subheading: HOUSE OF REPRESENTATIVES. xyxy=(989,65,1083,85)
article-subheading: THE HUNTLY TROUBLE. xyxy=(702,806,816,817)
rule-divider xyxy=(182,1429,232,1430)
section-divider xyxy=(415,757,539,760)
article xyxy=(968,1034,1105,1212)
rule-divider xyxy=(734,510,784,511)
article xyxy=(697,40,821,478)
article-dateline: Received Sept. 16, 8.20 p.m. London, Sept. 15. xyxy=(287,888,397,907)
article-subheading: THE COST OF LIVING. xyxy=(984,96,1088,106)
article xyxy=(280,492,404,765)
article-subheading: GO-SLOW IN MINES. xyxy=(711,495,807,506)
article-subheading: SHIP STRANDED ON REEF. xyxy=(975,895,1098,906)
article-byline: By Telegraph—Press Association. xyxy=(855,820,934,839)
newspaper-title: THE TARANAKI DAILY NEWS, FRIDAY, SEPTEMBER 17, 1920. xyxy=(251,5,863,28)
article-body: Mr. P. Fraser (Wellington Central) gave notice of a series of questions relating to the employment of Japanese vessels in the carriage of coal from Australia to New Zealand. He wished to know the effect of the competition of these vessels with New Zealand owned and manned steamers. xyxy=(967,313,1105,396)
section-divider xyxy=(968,811,1105,814)
article-body: The industrial crisis continues to be most serious. Seizure of property is still going on. The workers have occupied cotton mills at Lombardy, and wool factories at Biella and Piedmont, employing many thousands of hands. The council of the Italian Confederation of Industries has resolved not to re-open negotiations with the men unless they quit the workshops. The railwaymen and seamen's organisations, however, have decided to transport any raw material to the revolting factories despite the manufacturers' veto. Signor Giolitti (the Premier) recently met a delegation of employers, who asked the Government to get them back their factories. Signor Giolitti replied: 'But the workmen are inside, and if they are turned out they will invade the streets.' The delegation replied: 'But it is your legal duty to put them out.' Signor Giolitti: 'How?' The delegation: 'Make a terrible example. Bombard the factories.' Signor Giolitti, with a sardonic smile, replied: 'If so, be sure I begin by bombarding your factories.'—Aus.-N.Z. Cable Assn. xyxy=(279,166,404,476)
article-headline: IMMIGRANTS ARRIVE. xyxy=(975,577,1097,617)
article xyxy=(144,1414,268,1763)
article-byline: By Telegraph—Press Assn.—Copyright. xyxy=(981,1294,1091,1313)
article-headline: CRISIS IN ITALY. xyxy=(299,40,384,79)
rule-divider xyxy=(734,853,784,854)
article-byline: By Telegraph—Press Association. xyxy=(719,889,799,908)
article-subheading: LARGE NUMBER OF FARMERS. xyxy=(989,653,1084,674)
article-body: Gloaming re-appeared on the track, and was quite frisky. He was a little pulled down in condition, but otherwise was none the worse for his bout of bleeding. He has been scratched for the Rosehill Spring Stakes.—Aus.-N.Z. Cable Assn. xyxy=(967,1333,1105,1398)
rule-divider xyxy=(452,131,502,132)
rule-divider xyxy=(182,131,232,132)
column-5 xyxy=(545,36,692,1780)
masthead xyxy=(0,0,1114,35)
article-dateline: Received Sept. 17, 12.30 a.m. Sydney, Sept. 16. xyxy=(979,1313,1094,1332)
article-subheading: BRIBE TO WRANGEL'S FORCES xyxy=(289,537,395,558)
section-divider xyxy=(832,760,956,763)
article-subheading: ANSWER TO THE MEN. xyxy=(17,529,125,540)
section-divider xyxy=(697,1241,821,1244)
article xyxy=(550,737,686,992)
rule-divider xyxy=(182,110,232,111)
rule-divider xyxy=(734,1124,784,1125)
article-dateline: Christchurch, Sept. 15. xyxy=(991,1109,1081,1119)
article-byline: By Telegraph—Press Assn.—Copyright. xyxy=(287,1231,397,1250)
article-subheading: NET PROFITS SMALLER. xyxy=(701,106,817,116)
article-subheading: MAILS BY AIR. xyxy=(1002,412,1071,423)
article-subheading: ADVICE TO LOCAL BODIES. xyxy=(553,1033,683,1044)
article xyxy=(550,1009,686,1307)
